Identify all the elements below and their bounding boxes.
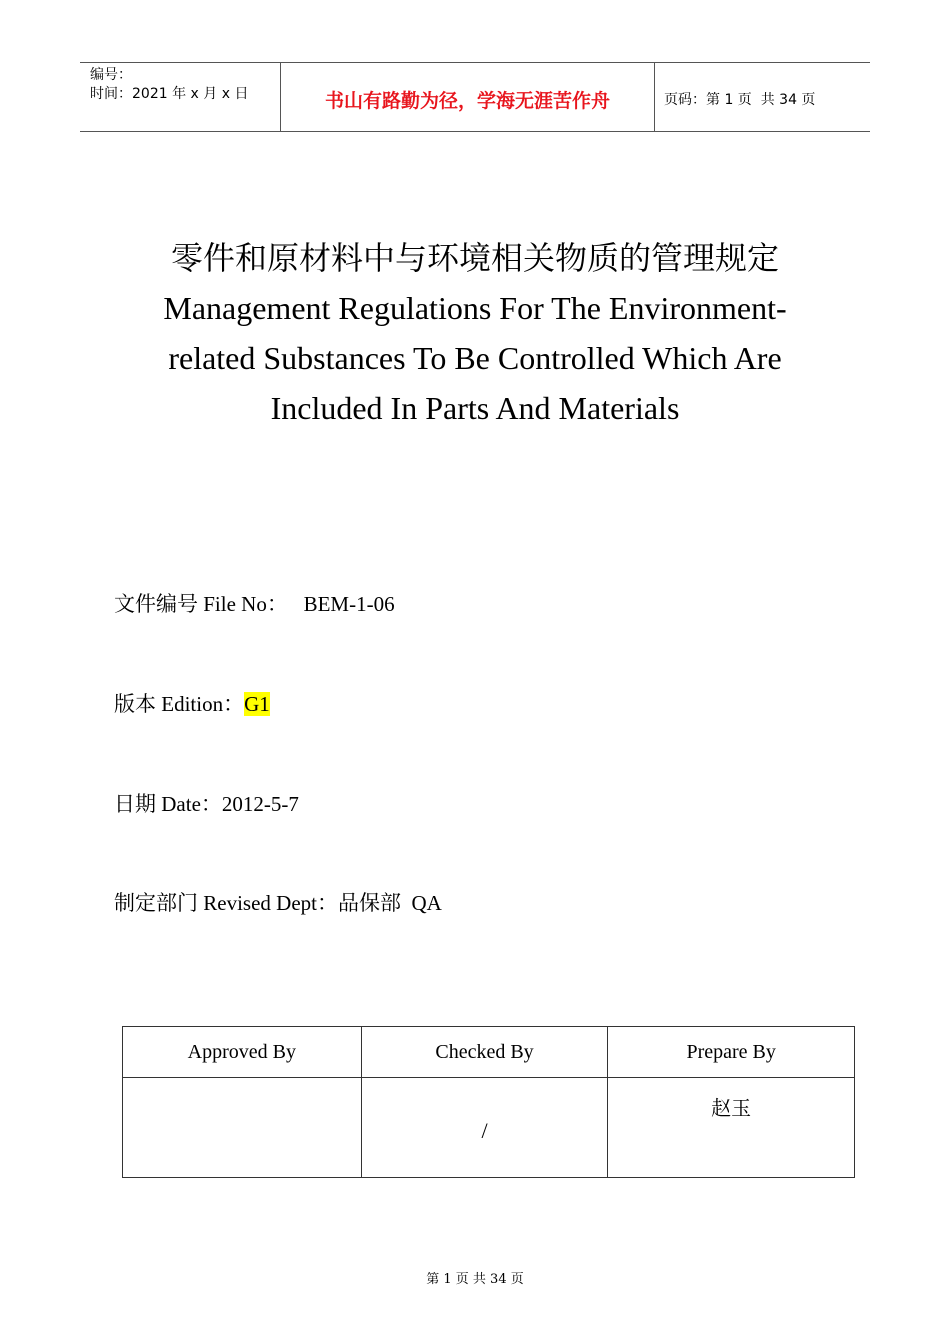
- page-footer: [0, 1268, 950, 1287]
- page-header: [80, 62, 870, 132]
- prepare-by-value: 赵玉: [711, 1098, 752, 1120]
- title-english-line-3: Included In Parts And Materials: [270, 390, 680, 426]
- approved-by-header: Approved By: [123, 1027, 362, 1078]
- header-page-label: 页码：第 1 页 共 34 页: [664, 92, 816, 108]
- dept-label: 制定部门 Revised Dept：: [114, 891, 338, 915]
- file-number-line: [114, 590, 395, 618]
- file-number-value: BEM-1-06: [303, 592, 395, 616]
- document-number-label: 编号：: [90, 67, 132, 83]
- dept-line: [114, 889, 442, 917]
- prepare-by-cell: [608, 1078, 855, 1178]
- prepare-by-header: Prepare By: [608, 1027, 855, 1078]
- dept-value: 品保部 QA: [337, 891, 442, 915]
- date-line: [114, 790, 299, 818]
- document-title: [60, 233, 890, 433]
- title-english-line-1: Management Regulations For The Environment-: [163, 290, 787, 326]
- approval-signature-row: [123, 1078, 855, 1178]
- header-meta: [80, 63, 281, 131]
- edition-label: 版本 Edition：: [114, 692, 245, 716]
- checked-by-header: Checked By: [361, 1027, 608, 1078]
- footer-page-number: 第 1 页 共 34 页: [426, 1272, 524, 1287]
- checked-by-cell: [361, 1078, 608, 1178]
- file-number-label: 文件编号 File No：: [114, 592, 288, 616]
- edition-value: G1: [244, 692, 270, 716]
- approval-header-row: [123, 1027, 855, 1078]
- edition-line: [114, 690, 270, 718]
- checked-by-value: /: [481, 1118, 488, 1143]
- date-label: 日期 Date：: [114, 792, 222, 816]
- approved-by-cell: [123, 1078, 362, 1178]
- date-value: 2012-5-7: [221, 792, 299, 816]
- title-english-line-2: related Substances To Be Controlled Which Are: [168, 340, 782, 376]
- document-time-label: 时间：2021 年 x 月 x 日: [90, 86, 249, 102]
- approval-table: [122, 1026, 855, 1178]
- header-motto: 书山有路勤为径，学海无涯苦作舟: [281, 63, 655, 131]
- header-page-info: [655, 63, 870, 131]
- title-chinese: 零件和原材料中与环境相关物质的管理规定: [170, 240, 779, 276]
